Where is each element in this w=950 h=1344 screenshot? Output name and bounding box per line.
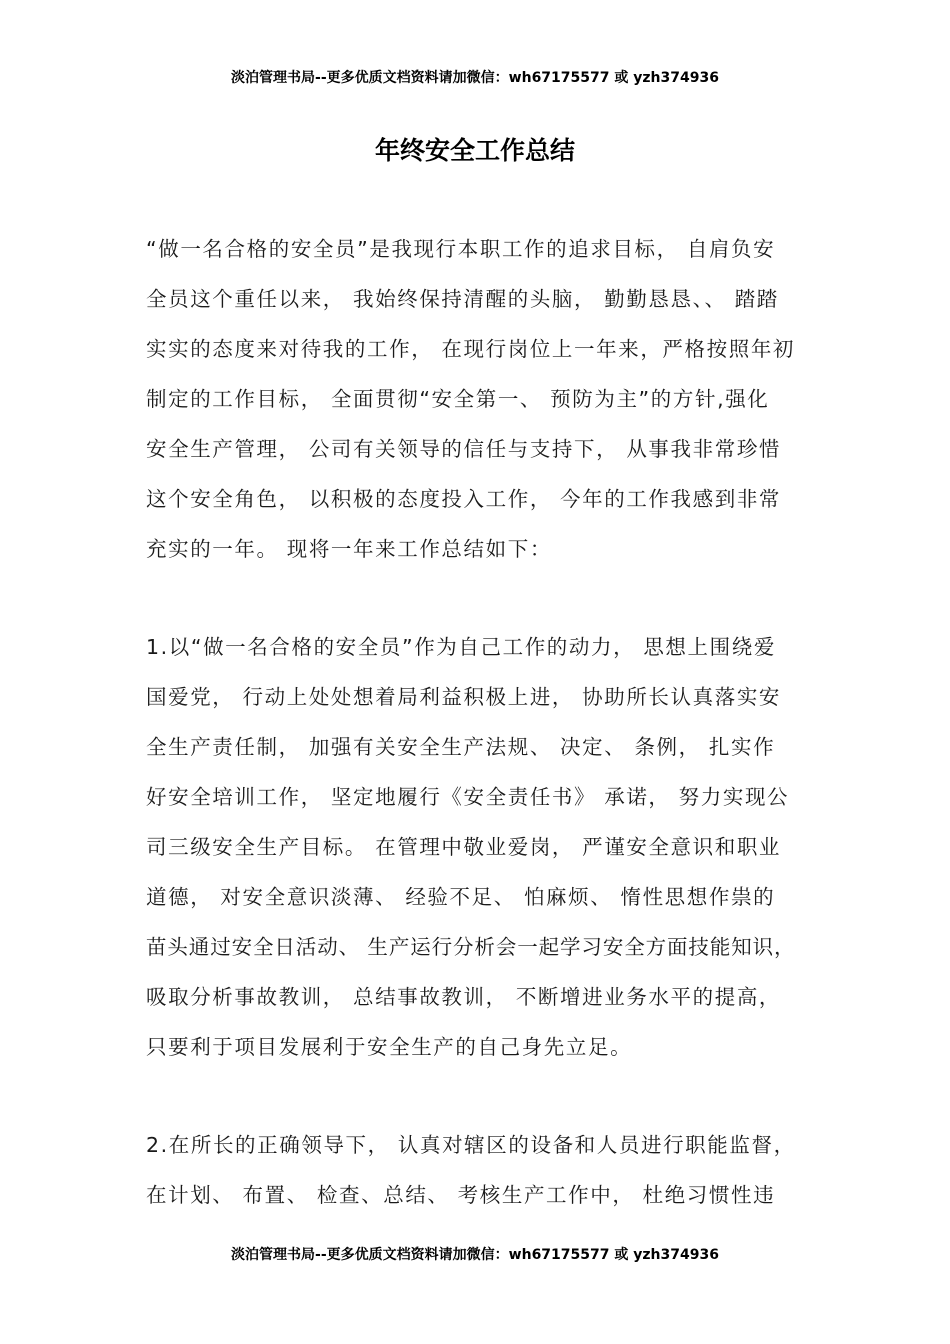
paragraph-line: 道德， 对安全意识淡薄、 经验不足、 怕麻烦、 惰性思想作祟的 [146,885,776,909]
paragraph-line: 制定的工作目标， 全面贯彻“安全第一、 预防为主”的方针,强化 [146,387,770,411]
paragraph-line: 全员这个重任以来， 我始终保持清醒的头脑， 勤勤恳恳、、 踏踏 [146,287,779,311]
paragraph-line: 全生产责任制， 加强有关安全生产法规、 决定、 条例， 扎实作 [146,735,776,759]
paragraph-line: 国爱党， 行动上处处想着局利益积极上进， 协助所长认真落实安 [146,685,782,709]
paragraph-line: 在计划、 布置、 检查、总结、 考核生产工作中， 杜绝习惯性违 [146,1183,776,1207]
paragraph-line: 只要利于项目发展利于安全生产的自己身先立足。 [146,1035,633,1059]
paragraph-line: 司三级安全生产目标。 在管理中敬业爱岗， 严谨安全意识和职业 [146,835,782,859]
paragraph-line: 苗头通过安全日活动、 生产运行分析会一起学习安全方面技能知识， [146,935,796,959]
paragraph-line: 好安全培训工作， 坚定地履行《安全责任书》 承诺， 努力实现公 [146,785,790,809]
paragraph-line: 这个安全角色， 以积极的态度投入工作， 今年的工作我感到非常 [146,487,782,511]
paragraph-line: 实实的态度来对待我的工作， 在现行岗位上一年来，严格按照年初 [146,337,796,361]
paragraph-line: “做一名合格的安全员”是我现行本职工作的追求目标， 自肩负安 [146,237,776,261]
paragraph-line: 2.在所长的正确领导下， 认真对辖区的设备和人员进行职能监督， [146,1133,796,1157]
paragraph-line: 安全生产管理， 公司有关领导的信任与支持下， 从事我非常珍惜 [146,437,782,461]
paragraph-line: 吸取分析事故教训， 总结事故教训， 不断增进业务水平的提高， [146,985,782,1009]
page-footer-note: 淡泊管理书局--更多优质文档资料请加微信：wh67175577 或 yzh374936 [231,1247,719,1263]
page-header-note: 淡泊管理书局--更多优质文档资料请加微信：wh67175577 或 yzh374936 [231,70,719,86]
paragraph-line: 充实的一年。 现将一年来工作总结如下： [146,537,552,561]
document-title: 年终安全工作总结 [374,136,575,165]
paragraph-line: 1.以“做一名合格的安全员”作为自己工作的动力， 思想上围绕爱 [146,635,776,659]
